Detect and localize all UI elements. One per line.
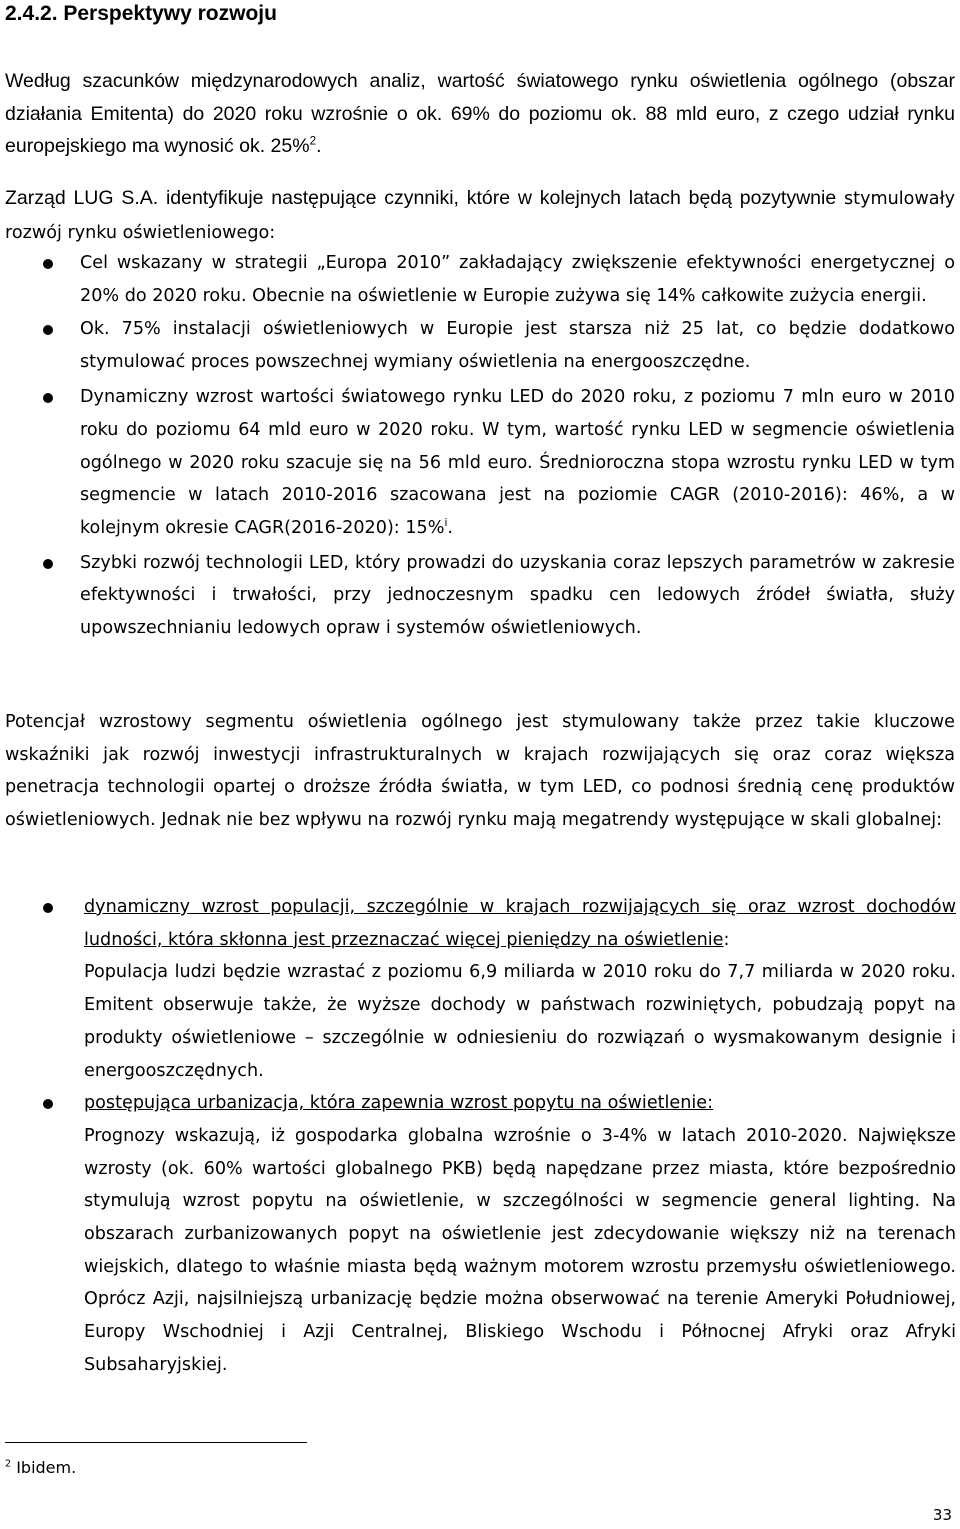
factors-intro-lead: Zarząd LUG S.A. identyfikuje następujące czynniki, które w kolejnych latach będą pozytywnie	[5, 187, 837, 209]
growth-potential-paragraph: Potencjał wzrostowy segmentu oświetlenia ogólnego jest stymulowany także przez takie kluczowe wskaźniki jak rozwój inwestycji infrastrukturalnych w krajach rozwijających się oraz coraz większa penetracja technologii opartej o droższe źródła światła, w tym LED, co podnosi średnią cenę produktów oświetleniowych. Jednak nie bez wpływu na rozwój rynku mają megatrendy występujące w skali globalnej:	[5, 712, 955, 831]
page-number: 33	[932, 1506, 952, 1524]
intro-paragraph	[5, 65, 955, 163]
bullet-icon	[43, 559, 53, 569]
megatrend-title-end: :	[723, 929, 730, 950]
bullet-icon	[43, 903, 53, 913]
list-item	[0, 547, 955, 645]
megatrend-title: dynamiczny wzrost populacji, szczególnie w krajach rozwijających się oraz wzrost dochodów ludności, która skłonna jest przeznaczać więcej pieniędzy na oświetlenie	[84, 897, 956, 950]
megatrend-title: postępująca urbanizacja, która zapewnia wzrost popytu na oświetlenie:	[84, 1093, 714, 1114]
megatrends-list	[0, 891, 960, 1382]
footnote-separator	[5, 1442, 307, 1443]
factors-intro-tail: stymulowały rozwój rynku oświetleniowego:	[5, 189, 956, 243]
bullet-icon	[43, 325, 53, 335]
list-item	[0, 891, 956, 1087]
footnote-text: Ibidem.	[16, 1458, 77, 1477]
footnote-reference[interactable]: 2	[309, 134, 317, 148]
list-item-text: Cel wskazany w strategii „Europa 2010” zakładający zwiększenie efektywności energetycznej o 20% do 2020 roku. Obecnie na oświetlenie w Europie zużywa się 14% całkowite zużycia energii.	[80, 253, 955, 306]
bullet-icon	[43, 259, 53, 269]
bullet-icon	[43, 393, 53, 403]
list-item-text: Ok. 75% instalacji oświetleniowych w Europie jest starsza niż 25 lat, co będzie dodatkowo stymulować proces powszechnej wymiany oświetlenia na energooszczędne.	[80, 319, 955, 372]
megatrend-body: Populacja ludzi będzie wzrastać z poziomu 6,9 miliarda w 2010 roku do 7,7 miliarda w 2020 roku. Emitent obserwuje także, że wyższe dochody w państwach rozwiniętych, pobudzają popyt na produkty oświetleniowe – szczególnie w odniesieniu do rozwiązań o wysmakowanym designie i energooszczędnych.	[84, 962, 956, 1081]
footnote-number: 2	[5, 1458, 12, 1470]
section-heading: 2.4.2. Perspektywy rozwoju	[5, 2, 277, 25]
list-item	[0, 381, 955, 545]
factors-intro-paragraph	[5, 182, 955, 250]
intro-end: .	[316, 135, 322, 157]
growth-factors-list	[0, 247, 960, 644]
list-item-text: Dynamiczny wzrost wartości światowego rynku LED do 2020 roku, z poziomu 7 mln euro w 2010 roku do poziomu 64 mld euro w 2020 roku. W tym, wartość rynku LED w segmencie oświetlenia ogólnego w 2020 roku szacuje się na 56 mld euro. Średnioroczna stopa wzrostu rynku LED w tym segmencie w latach 2010-2016 szacowana jest na poziomie CAGR (2010-2016): 46%, a w kolejnym okresie CAGR(2016-2020): 15%	[80, 387, 955, 539]
endnote-reference[interactable]: i	[444, 517, 448, 530]
list-item-text: Szybki rozwój technologii LED, który prowadzi do uzyskania coraz lepszych parametrów w zakresie efektywności i trwałości, przy jednoczesnym spadku cen ledowych źródeł światła, służy upowszechnianiu ledowych opraw i systemów oświetleniowych.	[80, 552, 955, 638]
list-item-end: .	[447, 518, 453, 539]
list-item	[0, 247, 955, 312]
intro-text: Według szacunków międzynarodowych analiz, wartość światowego rynku oświetlenia ogólnego (obszar działania Emitenta) do 2020 roku wzrośnie o ok. 69% do poziomu ok. 88 mld euro, z czego udział rynku europejskiego ma wynosić ok. 25%	[5, 70, 955, 157]
list-item	[0, 313, 955, 378]
footnote	[5, 1455, 76, 1481]
list-item	[0, 1087, 956, 1381]
bullet-icon	[43, 1099, 53, 1109]
megatrend-body: Prognozy wskazują, iż gospodarka globalna wzrośnie o 3-4% w latach 2010-2020. Największe wzrosty (ok. 60% wartości globalnego PKB) będą napędzane przez miasta, które bezpośrednio stymulują wzrost popytu na oświetlenie, w szczególności w segmencie general lighting. Na obszarach zurbanizowanych popyt na oświetlenie jest zdecydowanie większy niż na terenach wiejskich, dlatego to właśnie miasta będą ważnym motorem wzrostu przemysłu oświetleniowego. Oprócz Azji, najsilniejszą urbanizację będzie można obserwować na terenie Ameryki Południowej, Europy Wschodniej i Azji Centralnej, Bliskiego Wschodu i Północnej Afryki oraz Afryki Subsaharyjskiej.	[84, 1125, 956, 1375]
